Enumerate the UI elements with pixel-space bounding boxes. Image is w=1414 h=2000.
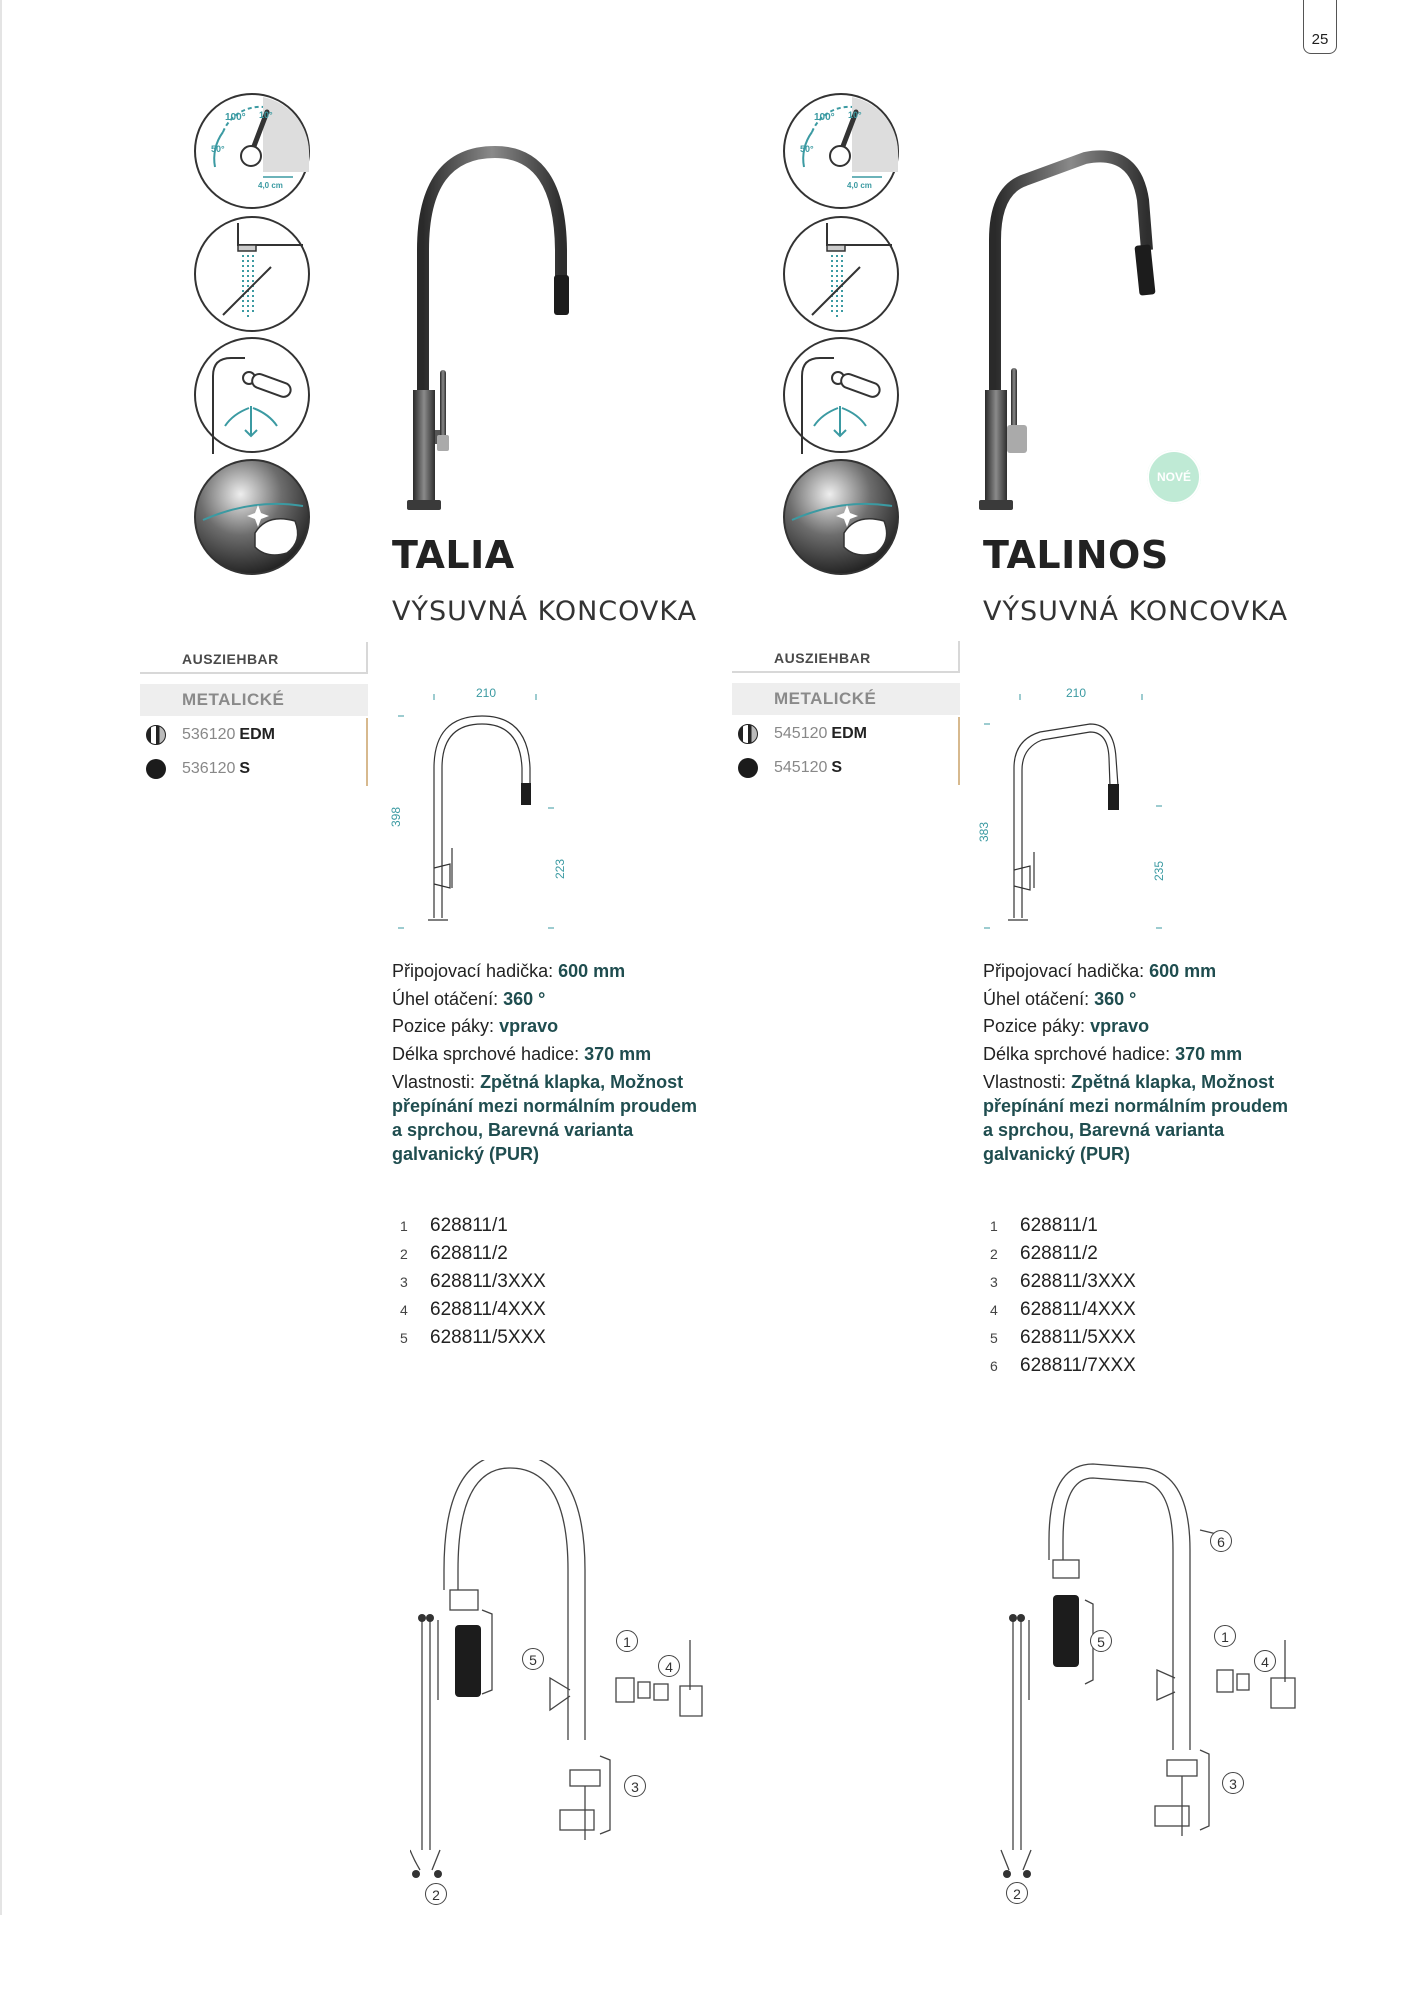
page-number: 25 [1303,0,1337,54]
spec-hose: Připojovací hadička: 600 mm [983,961,1217,981]
finish-category: METALICKÉ [140,684,368,716]
svg-text:10°: 10° [848,110,862,120]
easy-clean-icon [193,458,311,576]
exploded-view-drawing [995,1460,1305,1900]
product-subtitle: VÝSUVNÁ KONCOVKA [392,596,698,627]
callout-5: 5 [522,1648,544,1670]
dimension-spout: 235 [1152,860,1167,882]
spec-lever: Pozice páky: vpravo [392,1016,559,1036]
callout-1: 1 [616,1630,638,1652]
pull-out-spout-icon [193,336,311,454]
table-header: AUSZIEHBAR [140,642,368,674]
spec-shower: Délka sprchové hadice: 370 mm [983,1043,1243,1064]
svg-text:10°: 10° [259,110,273,120]
list-item: 1 628811/1 [400,1215,508,1236]
list-item: 3 628811/3XXX [400,1271,546,1292]
callout-2: 2 [1006,1882,1028,1904]
list-item: 1 628811/1 [990,1215,1098,1236]
spec-rotation: Úhel otáčení: 360 ° [392,988,546,1009]
spec-rotation: Úhel otáčení: 360 ° [983,988,1137,1009]
finish-row-edm: 536120 EDM [140,718,366,752]
list-item: 3 628811/3XXX [990,1271,1136,1292]
product-title: TALINOS [983,533,1169,577]
pull-out-spout-icon [782,336,900,454]
lever-angle-icon [193,92,311,210]
spec-features: Vlastnosti: Zpětná klapka, Možnost přepínání mezi normálním proudem a sprchou, Barevná varianta galvanický (PUR) [392,1072,698,1164]
list-item: 5 628811/5XXX [990,1327,1136,1348]
spec-lever: Pozice páky: vpravo [983,1016,1150,1036]
svg-text:4,0 cm: 4,0 cm [258,181,283,190]
dimension-drawing [390,688,590,940]
finish-category: METALICKÉ [732,683,960,715]
product-subtitle: VÝSUVNÁ KONCOVKA [983,596,1289,627]
callout-3: 3 [1222,1772,1244,1794]
callout-4: 4 [658,1655,680,1677]
svg-text:100°: 100° [225,112,246,123]
svg-text:4,0 cm: 4,0 cm [847,181,872,190]
black-swatch-icon [146,759,166,779]
callout-5: 5 [1090,1630,1112,1652]
finish-row-s: 545120 S [732,751,958,785]
exploded-view-drawing [410,1460,720,1900]
list-item: 5 628811/5XXX [400,1327,546,1348]
callout-2: 2 [425,1883,447,1905]
edm-swatch-icon [146,725,166,745]
spec-hose: Připojovací hadička: 600 mm [392,961,626,981]
callout-4: 4 [1254,1650,1276,1672]
svg-text:50°: 50° [211,144,225,154]
spec-list [392,958,722,1166]
finish-table [140,642,368,786]
callout-3: 3 [624,1775,646,1797]
spare-parts-list [990,1212,1136,1380]
faucet-photo [975,140,1175,520]
dimension-height: 398 [389,806,404,828]
table-header: AUSZIEHBAR [732,641,960,673]
list-item: 2 628811/2 [990,1243,1098,1264]
spec-features: Vlastnosti: Zpětná klapka, Možnost přepínání mezi normálním proudem a sprchou, Barevná varianta galvanický (PUR) [983,1072,1289,1164]
dimension-spout: 223 [553,858,568,880]
callout-6: 6 [1210,1530,1232,1552]
product-title: TALIA [392,533,515,577]
spec-shower: Délka sprchové hadice: 370 mm [392,1043,652,1064]
lever-angle-icon [782,92,900,210]
callout-1: 1 [1214,1625,1236,1647]
list-item: 4 628811/4XXX [990,1299,1136,1320]
finish-row-edm: 545120 EDM [732,717,958,751]
svg-text:50°: 50° [800,144,814,154]
faucet-photo [385,140,585,520]
dimension-height: 383 [977,821,992,843]
page-edge-line [0,0,2,1915]
dimension-width: 210 [1066,686,1087,700]
finish-table [732,641,960,785]
easy-clean-icon [782,458,900,576]
svg-text:100°: 100° [814,112,835,123]
finish-row-s: 536120 S [140,752,366,786]
list-item: 2 628811/2 [400,1243,508,1264]
spare-parts-list [400,1212,546,1352]
spray-mode-icon [782,215,900,333]
new-badge: NOVÉ [1147,450,1201,504]
dimension-width: 210 [476,686,497,700]
list-item: 6 628811/7XXX [990,1355,1136,1376]
black-swatch-icon [738,758,758,778]
list-item: 4 628811/4XXX [400,1299,546,1320]
spec-list [983,958,1313,1166]
spray-mode-icon [193,215,311,333]
edm-swatch-icon [738,724,758,744]
dimension-drawing [980,688,1180,940]
